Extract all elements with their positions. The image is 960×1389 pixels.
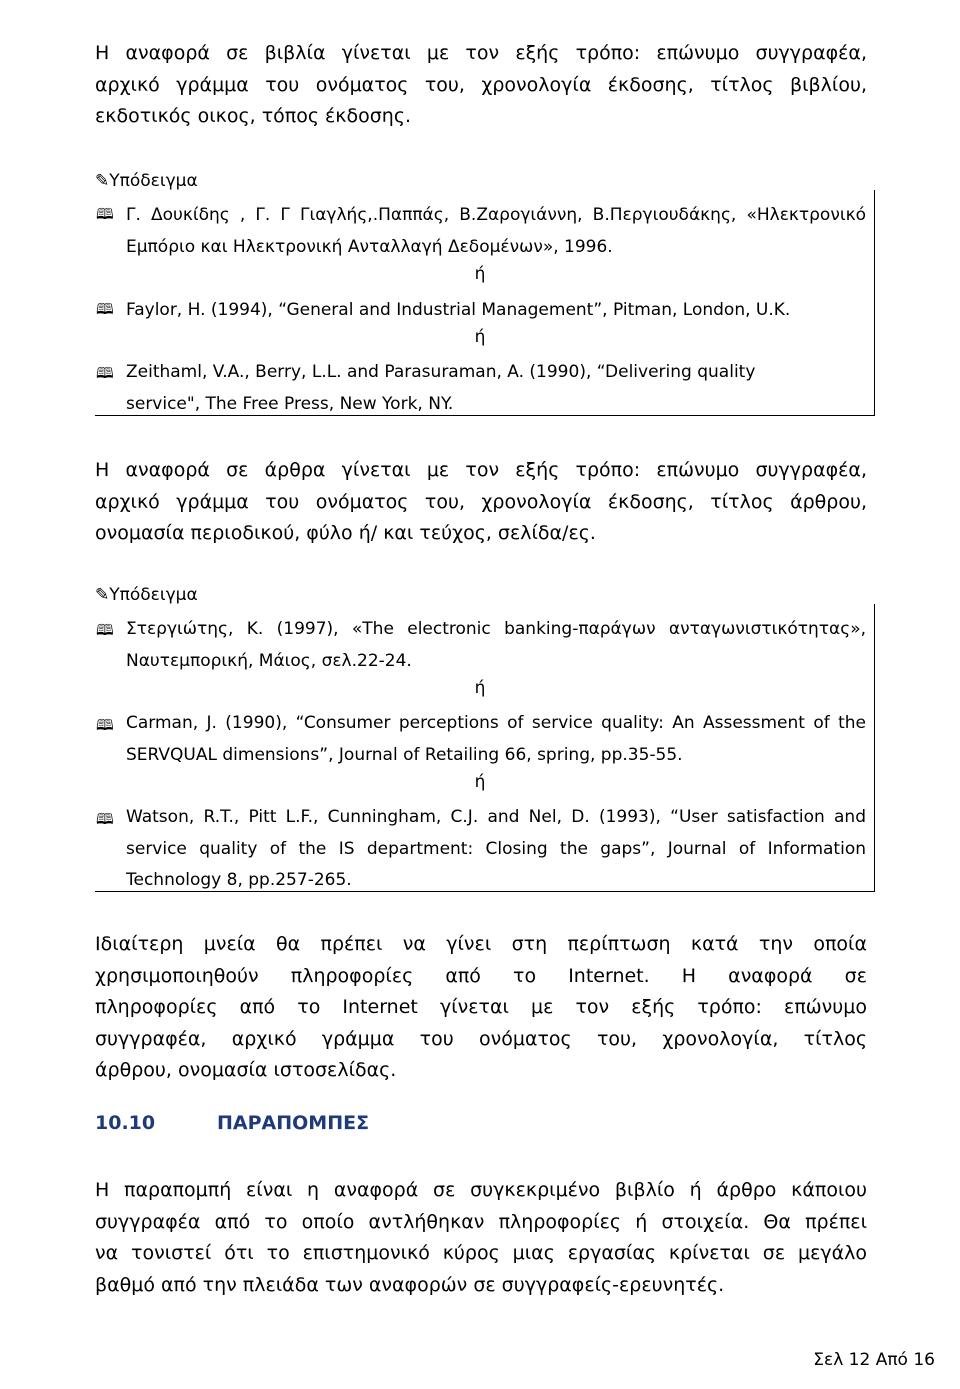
- page-number: Σελ 12 Από 16: [813, 1350, 935, 1370]
- section-number: 10.10: [95, 1112, 156, 1134]
- entry-line: Faylor, H. (1994), “General and Industrial Management”, Pitman, London, U.K.: [126, 300, 791, 320]
- entry-line: SERVQUAL dimensions”, Journal of Retailing 66, spring, pp.35-55.: [126, 744, 683, 765]
- entry-line: Zeithaml, V.A., Berry, L.L. and Parasuraman, A. (1990), “Delivering quality: [126, 362, 756, 382]
- text-line: Η αναφορά σε άρθρα γίνεται με τον εξής τρόπο: επώνυμο συγγραφέα,: [95, 459, 867, 481]
- or-separator: ή: [474, 678, 486, 698]
- text-line: Η παραπομπή είναι η αναφορά σε συγκεκριμένο βιβλίο ή άρθρο κάποιου: [95, 1179, 867, 1201]
- text-line: βαθμό από την πλειάδα των αναφορών σε συγγραφείς-ερευνητές.: [95, 1273, 725, 1296]
- example-label: ✎Υπόδειγμα: [95, 171, 198, 191]
- book-icon: 🕮: [96, 205, 114, 223]
- paragraph-book-citation: [95, 38, 867, 133]
- text-line: να τονιστεί ότι το επιστημονικό κύρος μιας εργασίας κρίνεται σε μεγάλο: [95, 1242, 867, 1264]
- or-separator: ή: [474, 264, 486, 284]
- book-icon: 🕮: [96, 716, 114, 734]
- or-separator: ή: [474, 327, 486, 347]
- paragraph-references: [95, 1175, 867, 1301]
- text-line: συγγραφέα από το οποίο αντλήθηκαν πληροφορίες ή στοιχεία. Θα πρέπει: [95, 1210, 867, 1233]
- text-line: ονομασία περιοδικού, φύλο ή/ και τεύχος, σελίδα/ες.: [95, 522, 596, 544]
- pencil-icon: ✎: [95, 171, 110, 191]
- book-icon: 🕮: [96, 300, 114, 318]
- entry-line: Carman, J. (1990), “Consumer perceptions of service quality: An Assessment of the: [126, 713, 866, 733]
- book-icon: 🕮: [96, 621, 114, 639]
- article-entry: [126, 708, 866, 771]
- section-title: ΠΑΡΑΠΟΜΠΕΣ: [217, 1112, 370, 1134]
- entry-line: Στεργιώτης, Κ. (1997), «The electronic banking-παράγων ανταγωνιστικότητας»,: [126, 619, 866, 639]
- example-label: ✎Υπόδειγμα: [95, 585, 198, 605]
- entry-line: service", The Free Press, New York, NY.: [126, 393, 454, 414]
- text-line: πληροφορίες από το Internet γίνεται με τον εξής τρόπο: επώνυμο: [95, 996, 867, 1018]
- entry-line: Ναυτεμπορική, Μάιος, σελ.22-24.: [126, 650, 412, 671]
- or-separator: ή: [474, 772, 486, 792]
- book-icon: 🕮: [96, 810, 114, 828]
- paragraph-article-citation: [95, 455, 867, 550]
- entry-line: Technology 8, pp.257-265.: [126, 870, 352, 890]
- book-icon: 🕮: [96, 364, 114, 382]
- entry-line: Watson, R.T., Pitt L.F., Cunningham, C.J. and Nel, D. (1993), “User satisfaction and: [126, 807, 866, 827]
- text-line: Η αναφορά σε βιβλία γίνεται με τον εξής τρόπο: επώνυμο συγγραφέα,: [95, 42, 867, 64]
- text-line: άρθρου, ονομασία ιστοσελίδας.: [95, 1059, 397, 1081]
- text-line: Ιδιαίτερη μνεία θα πρέπει να γίνει στη περίπτωση κατά την οποία: [95, 933, 867, 955]
- book-entry: [126, 200, 866, 263]
- text-line: αρχικό γράμμα του ονόματος του, χρονολογία έκδοσης, τίτλος βιβλίου,: [95, 73, 867, 96]
- article-entry: [126, 614, 866, 677]
- text-line: χρησιμοποιηθούν πληροφορίες από το Internet. Η αναφορά σε: [95, 964, 867, 987]
- text-line: αρχικό γράμμα του ονόματος του, χρονολογία έκδοσης, τίτλος άρθρου,: [95, 490, 867, 513]
- entry-line: service quality of the IS department: Closing the gaps”, Journal of Information: [126, 838, 866, 859]
- book-entry: [126, 295, 866, 327]
- text-line: συγγραφέα, αρχικό γράμμα του ονόματος του, χρονολογία, τίτλος: [95, 1027, 867, 1050]
- text-line: εκδοτικός οικος, τόπος έκδοσης.: [95, 105, 412, 127]
- pencil-icon: ✎: [95, 585, 110, 605]
- paragraph-internet-citation: [95, 929, 867, 1087]
- section-heading: [95, 1112, 369, 1134]
- entry-line: Εμπόριο και Ηλεκτρονική Ανταλλαγή Δεδομένων», 1996.: [126, 236, 613, 257]
- entry-line: Γ. Δουκίδης , Γ. Γ Γιαγλής,.Παππάς, Β.Ζαρογιάννη, Β.Περγιουδάκης, «Ηλεκτρονικό: [126, 205, 866, 225]
- article-entry: [126, 802, 866, 897]
- book-entry: [126, 357, 866, 420]
